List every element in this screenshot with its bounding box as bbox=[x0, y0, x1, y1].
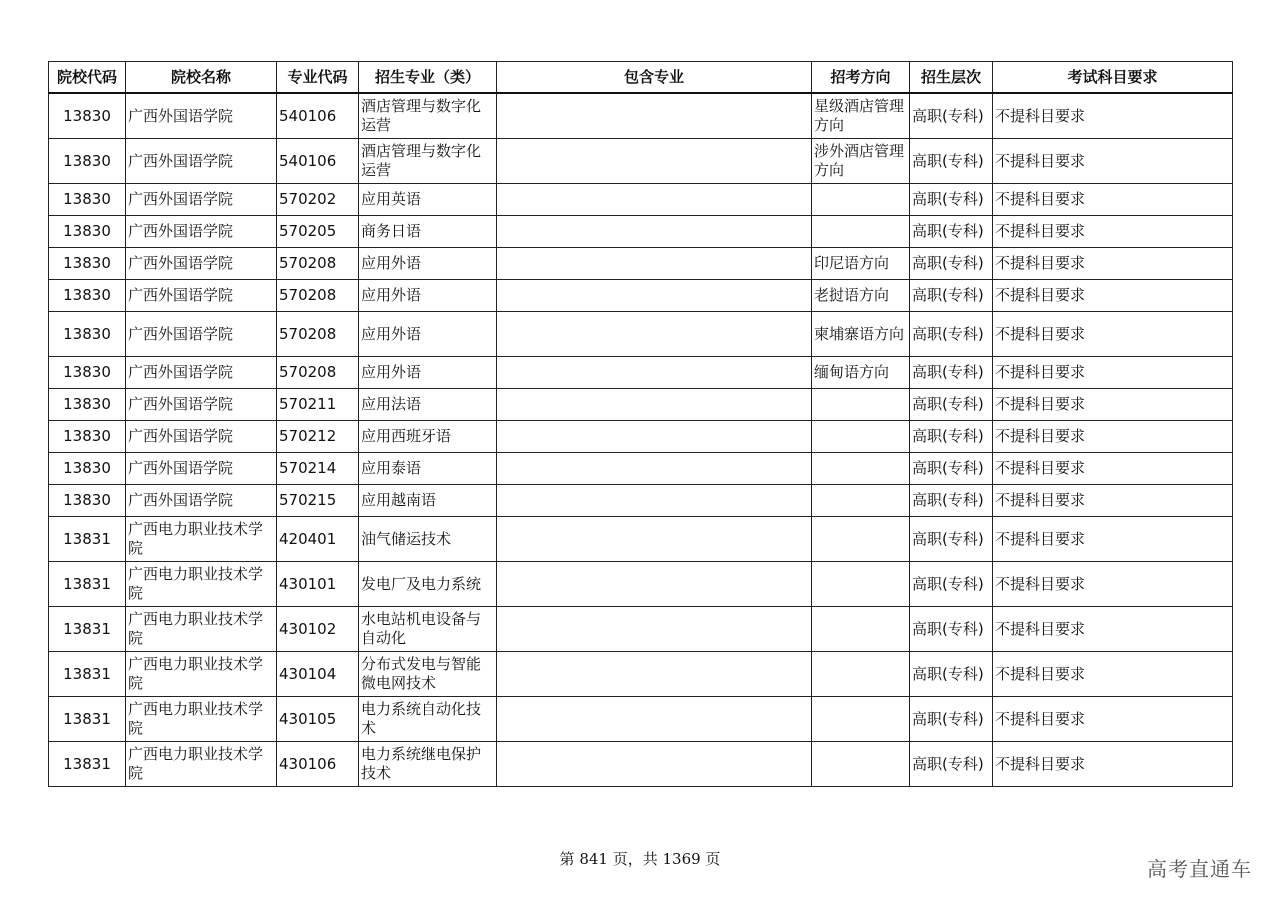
table-row bbox=[49, 184, 1233, 216]
cell-major: 应用外语 bbox=[359, 312, 497, 357]
cell-included-majors bbox=[497, 139, 812, 184]
cell-direction bbox=[812, 485, 910, 517]
table-row bbox=[49, 216, 1233, 248]
table-row bbox=[49, 562, 1233, 607]
cell-direction bbox=[812, 453, 910, 485]
cell-included-majors bbox=[497, 216, 812, 248]
cell-major-code: 570202 bbox=[277, 184, 359, 216]
cell-level: 高职(专科) bbox=[910, 607, 993, 652]
cell-school-name: 广西外国语学院 bbox=[126, 421, 277, 453]
cell-major-code: 430104 bbox=[277, 652, 359, 697]
cell-requirement: 不提科目要求 bbox=[993, 248, 1233, 280]
cell-direction: 柬埔寨语方向 bbox=[812, 312, 910, 357]
cell-major: 发电厂及电力系统 bbox=[359, 562, 497, 607]
cell-level: 高职(专科) bbox=[910, 93, 993, 139]
cell-included-majors bbox=[497, 742, 812, 787]
cell-direction bbox=[812, 421, 910, 453]
cell-direction bbox=[812, 562, 910, 607]
cell-included-majors bbox=[497, 357, 812, 389]
table-row bbox=[49, 607, 1233, 652]
table-body bbox=[49, 93, 1233, 787]
cell-level: 高职(专科) bbox=[910, 280, 993, 312]
header-requirement: 考试科目要求 bbox=[993, 62, 1233, 94]
cell-major-code: 570208 bbox=[277, 248, 359, 280]
cell-major-code: 420401 bbox=[277, 517, 359, 562]
cell-level: 高职(专科) bbox=[910, 485, 993, 517]
cell-direction bbox=[812, 742, 910, 787]
cell-included-majors bbox=[497, 421, 812, 453]
cell-school-name: 广西外国语学院 bbox=[126, 248, 277, 280]
table-row bbox=[49, 421, 1233, 453]
admissions-table bbox=[48, 61, 1233, 787]
table-row bbox=[49, 389, 1233, 421]
cell-school-code: 13830 bbox=[49, 248, 126, 280]
header-row bbox=[49, 62, 1233, 94]
table-row bbox=[49, 312, 1233, 357]
cell-major: 应用外语 bbox=[359, 280, 497, 312]
cell-school-name: 广西外国语学院 bbox=[126, 357, 277, 389]
cell-direction bbox=[812, 607, 910, 652]
cell-requirement: 不提科目要求 bbox=[993, 453, 1233, 485]
cell-requirement: 不提科目要求 bbox=[993, 485, 1233, 517]
cell-school-name: 广西外国语学院 bbox=[126, 312, 277, 357]
header-included-majors: 包含专业 bbox=[497, 62, 812, 94]
cell-major: 应用越南语 bbox=[359, 485, 497, 517]
cell-school-name: 广西外国语学院 bbox=[126, 216, 277, 248]
cell-school-name: 广西外国语学院 bbox=[126, 280, 277, 312]
cell-major-code: 540106 bbox=[277, 139, 359, 184]
cell-direction: 印尼语方向 bbox=[812, 248, 910, 280]
cell-included-majors bbox=[497, 248, 812, 280]
cell-requirement: 不提科目要求 bbox=[993, 607, 1233, 652]
cell-included-majors bbox=[497, 389, 812, 421]
cell-level: 高职(专科) bbox=[910, 562, 993, 607]
cell-requirement: 不提科目要求 bbox=[993, 389, 1233, 421]
cell-major-code: 430102 bbox=[277, 607, 359, 652]
cell-school-name: 广西电力职业技术学院 bbox=[126, 697, 277, 742]
cell-major-code: 430101 bbox=[277, 562, 359, 607]
cell-school-code: 13831 bbox=[49, 652, 126, 697]
cell-level: 高职(专科) bbox=[910, 421, 993, 453]
table-row bbox=[49, 697, 1233, 742]
cell-major-code: 570212 bbox=[277, 421, 359, 453]
table-row bbox=[49, 248, 1233, 280]
cell-major-code: 570205 bbox=[277, 216, 359, 248]
cell-level: 高职(专科) bbox=[910, 697, 993, 742]
cell-level: 高职(专科) bbox=[910, 357, 993, 389]
cell-school-code: 13830 bbox=[49, 357, 126, 389]
cell-included-majors bbox=[497, 485, 812, 517]
cell-requirement: 不提科目要求 bbox=[993, 742, 1233, 787]
cell-included-majors bbox=[497, 697, 812, 742]
cell-requirement: 不提科目要求 bbox=[993, 421, 1233, 453]
cell-major: 酒店管理与数字化运营 bbox=[359, 93, 497, 139]
cell-requirement: 不提科目要求 bbox=[993, 697, 1233, 742]
cell-major-code: 430106 bbox=[277, 742, 359, 787]
cell-school-code: 13831 bbox=[49, 697, 126, 742]
header-major: 招生专业（类） bbox=[359, 62, 497, 94]
cell-direction bbox=[812, 697, 910, 742]
cell-requirement: 不提科目要求 bbox=[993, 652, 1233, 697]
cell-level: 高职(专科) bbox=[910, 742, 993, 787]
cell-direction: 涉外酒店管理方向 bbox=[812, 139, 910, 184]
cell-school-code: 13831 bbox=[49, 517, 126, 562]
cell-major: 应用泰语 bbox=[359, 453, 497, 485]
cell-direction bbox=[812, 652, 910, 697]
cell-major: 应用外语 bbox=[359, 248, 497, 280]
cell-school-code: 13830 bbox=[49, 184, 126, 216]
cell-direction: 缅甸语方向 bbox=[812, 357, 910, 389]
cell-major-code: 570208 bbox=[277, 312, 359, 357]
cell-school-code: 13831 bbox=[49, 562, 126, 607]
header-school-name: 院校名称 bbox=[126, 62, 277, 94]
cell-included-majors bbox=[497, 517, 812, 562]
cell-requirement: 不提科目要求 bbox=[993, 93, 1233, 139]
cell-school-code: 13830 bbox=[49, 139, 126, 184]
page-number: 第 841 页，共 1369 页 bbox=[559, 850, 721, 868]
cell-requirement: 不提科目要求 bbox=[993, 139, 1233, 184]
cell-level: 高职(专科) bbox=[910, 389, 993, 421]
cell-school-name: 广西外国语学院 bbox=[126, 485, 277, 517]
cell-major: 电力系统继电保护技术 bbox=[359, 742, 497, 787]
cell-school-name: 广西外国语学院 bbox=[126, 453, 277, 485]
cell-direction: 星级酒店管理方向 bbox=[812, 93, 910, 139]
cell-school-name: 广西电力职业技术学院 bbox=[126, 607, 277, 652]
cell-major: 商务日语 bbox=[359, 216, 497, 248]
cell-school-name: 广西外国语学院 bbox=[126, 139, 277, 184]
cell-requirement: 不提科目要求 bbox=[993, 517, 1233, 562]
cell-school-code: 13830 bbox=[49, 421, 126, 453]
header-direction: 招考方向 bbox=[812, 62, 910, 94]
cell-school-name: 广西外国语学院 bbox=[126, 93, 277, 139]
cell-level: 高职(专科) bbox=[910, 139, 993, 184]
cell-included-majors bbox=[497, 280, 812, 312]
cell-school-code: 13830 bbox=[49, 93, 126, 139]
cell-major-code: 570215 bbox=[277, 485, 359, 517]
cell-major-code: 570208 bbox=[277, 280, 359, 312]
table-row bbox=[49, 742, 1233, 787]
table-row bbox=[49, 93, 1233, 139]
cell-school-code: 13830 bbox=[49, 280, 126, 312]
cell-school-code: 13830 bbox=[49, 216, 126, 248]
cell-requirement: 不提科目要求 bbox=[993, 312, 1233, 357]
cell-direction bbox=[812, 216, 910, 248]
cell-major: 应用外语 bbox=[359, 357, 497, 389]
cell-major-code: 570208 bbox=[277, 357, 359, 389]
cell-level: 高职(专科) bbox=[910, 312, 993, 357]
cell-school-name: 广西外国语学院 bbox=[126, 389, 277, 421]
cell-direction bbox=[812, 184, 910, 216]
cell-major: 酒店管理与数字化运营 bbox=[359, 139, 497, 184]
cell-major-code: 570214 bbox=[277, 453, 359, 485]
cell-requirement: 不提科目要求 bbox=[993, 184, 1233, 216]
cell-included-majors bbox=[497, 607, 812, 652]
cell-level: 高职(专科) bbox=[910, 184, 993, 216]
cell-major: 分布式发电与智能微电网技术 bbox=[359, 652, 497, 697]
table-row bbox=[49, 485, 1233, 517]
cell-major: 应用英语 bbox=[359, 184, 497, 216]
cell-school-code: 13831 bbox=[49, 742, 126, 787]
table-row bbox=[49, 453, 1233, 485]
cell-major: 应用法语 bbox=[359, 389, 497, 421]
cell-level: 高职(专科) bbox=[910, 453, 993, 485]
cell-requirement: 不提科目要求 bbox=[993, 357, 1233, 389]
cell-requirement: 不提科目要求 bbox=[993, 280, 1233, 312]
cell-included-majors bbox=[497, 312, 812, 357]
cell-direction bbox=[812, 517, 910, 562]
cell-direction: 老挝语方向 bbox=[812, 280, 910, 312]
cell-requirement: 不提科目要求 bbox=[993, 562, 1233, 607]
cell-major: 油气储运技术 bbox=[359, 517, 497, 562]
cell-direction bbox=[812, 389, 910, 421]
cell-school-name: 广西外国语学院 bbox=[126, 184, 277, 216]
cell-school-name: 广西电力职业技术学院 bbox=[126, 742, 277, 787]
cell-level: 高职(专科) bbox=[910, 216, 993, 248]
cell-included-majors bbox=[497, 93, 812, 139]
cell-included-majors bbox=[497, 652, 812, 697]
cell-school-code: 13830 bbox=[49, 312, 126, 357]
cell-major: 电力系统自动化技术 bbox=[359, 697, 497, 742]
cell-school-name: 广西电力职业技术学院 bbox=[126, 562, 277, 607]
cell-included-majors bbox=[497, 453, 812, 485]
cell-major-code: 430105 bbox=[277, 697, 359, 742]
table-row bbox=[49, 652, 1233, 697]
table-row bbox=[49, 357, 1233, 389]
cell-included-majors bbox=[497, 184, 812, 216]
header-school-code: 院校代码 bbox=[49, 62, 126, 94]
table-row bbox=[49, 517, 1233, 562]
cell-major: 水电站机电设备与自动化 bbox=[359, 607, 497, 652]
cell-school-code: 13830 bbox=[49, 453, 126, 485]
cell-major-code: 570211 bbox=[277, 389, 359, 421]
cell-level: 高职(专科) bbox=[910, 248, 993, 280]
header-major-code: 专业代码 bbox=[277, 62, 359, 94]
table-row bbox=[49, 280, 1233, 312]
cell-major-code: 540106 bbox=[277, 93, 359, 139]
cell-school-name: 广西电力职业技术学院 bbox=[126, 517, 277, 562]
cell-school-code: 13830 bbox=[49, 485, 126, 517]
cell-requirement: 不提科目要求 bbox=[993, 216, 1233, 248]
cell-level: 高职(专科) bbox=[910, 517, 993, 562]
cell-school-code: 13830 bbox=[49, 389, 126, 421]
cell-included-majors bbox=[497, 562, 812, 607]
cell-school-name: 广西电力职业技术学院 bbox=[126, 652, 277, 697]
table-row bbox=[49, 139, 1233, 184]
header-level: 招生层次 bbox=[910, 62, 993, 94]
watermark: 高考直通车 bbox=[1147, 857, 1252, 881]
cell-level: 高职(专科) bbox=[910, 652, 993, 697]
cell-major: 应用西班牙语 bbox=[359, 421, 497, 453]
cell-school-code: 13831 bbox=[49, 607, 126, 652]
